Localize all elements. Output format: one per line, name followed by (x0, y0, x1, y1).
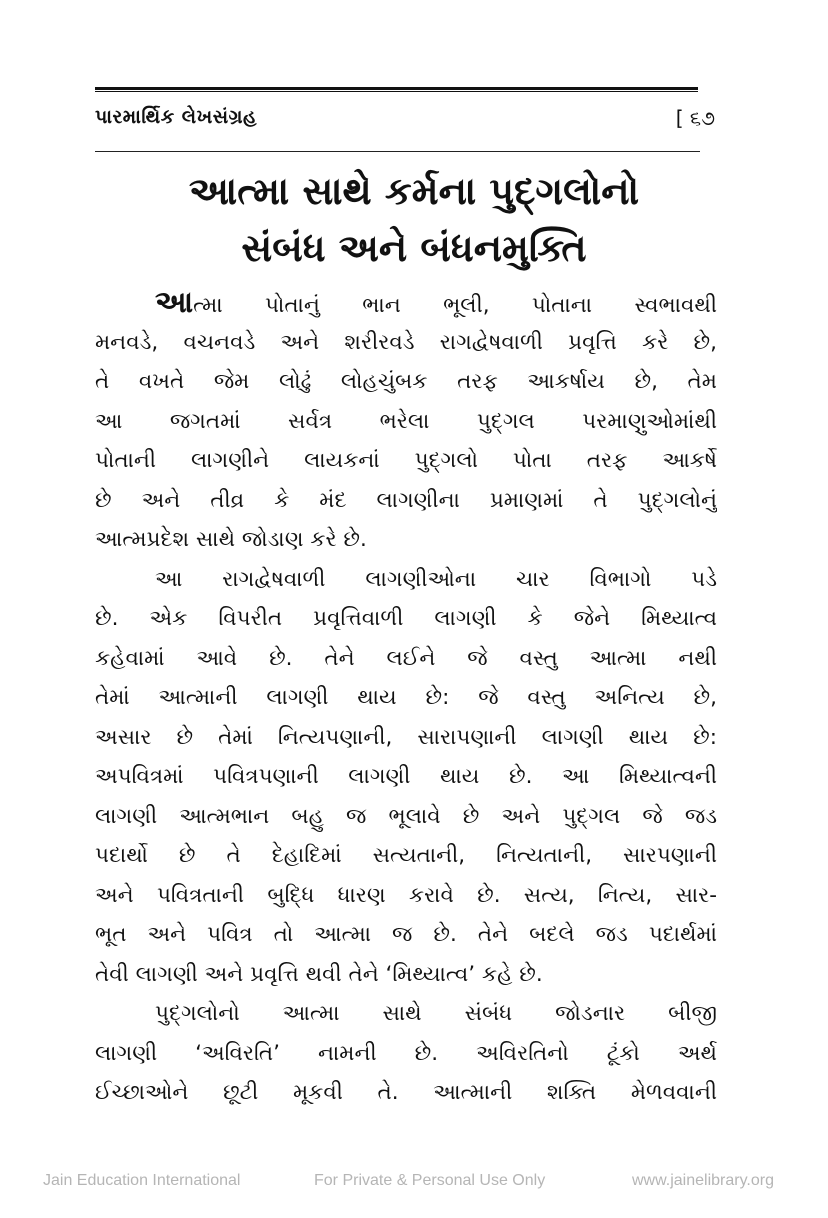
header-rule (95, 151, 700, 152)
text-line: આત્મા પોતાનું ભાન ભૂલી, પોતાના સ્વભાવથી (155, 285, 717, 320)
text-line: તેમાં આત્માની લાગણી થાય છે: જે વસ્તુ અનિત્ય છે, (95, 685, 717, 710)
footer-watermark (0, 1172, 828, 1196)
page-number: [ ૬૭ (675, 106, 715, 130)
text-line: આત્મપ્રદેશ સાથે જોડાણ કરે છે. (95, 527, 367, 552)
text-line: ભૂત અને પવિત્ર તો આત્મા જ છે. તેને બદલે જડ પદાર્થમાં (95, 922, 717, 947)
text-line: કહેવામાં આવે છે. તેને લઈને જે વસ્તુ આત્મા નથી (95, 645, 717, 671)
text-line: અસાર છે તેમાં નિત્યપણાની, સારાપણાની લાગણી થાય છે: (95, 724, 717, 750)
paragraph-2 (95, 560, 717, 995)
text-line: તે વખતે જેમ લોઢું લોહચુંબક તરફ આકર્ષાય છે, તેમ (95, 369, 717, 394)
text-line: પદાર્થો છે તે દેહાદિમાં સત્યતાની, નિત્યતાની, સારપણાની (95, 843, 717, 868)
running-head-book-title: પારમાર્થિક લેખસંગ્રહ (95, 106, 258, 128)
text-line: છે અને તીવ્ર કે મંદ લાગણીના પ્રમાણમાં તે પુદ્ગલોનું (95, 487, 717, 513)
text-line: આ જગતમાં સર્વત્ર ભરેલા પુદ્ગલ પરમાણુઓમાંથી (95, 408, 717, 434)
paragraph-3 (95, 994, 717, 1113)
footer-publisher: Jain Education International (43, 1172, 241, 1189)
text-line: ઈચ્છાઓને છૂટી મૂકવી તે. આત્માની શક્તિ મેળવવાની (95, 1080, 717, 1105)
text-line: આ રાગદ્વેષવાળી લાગણીઓના ચાર વિભાગો પડે (155, 566, 717, 592)
top-double-rule (95, 87, 698, 92)
article-body (95, 283, 717, 1113)
text-line: છે. એક વિપરીત પ્રવૃત્તિવાળી લાગણી કે જેને મિથ્યાત્વ (95, 606, 717, 631)
footer-website: www.jainelibrary.org (632, 1172, 774, 1189)
article-title-line-1: આત્મા સાથે કર્મના પુદ્ગલોનો (188, 169, 640, 213)
drop-initial: આ (155, 285, 194, 320)
text-line: અને પવિત્રતાની બુદ્ધિ ધારણ કરાવે છે. સત્ય, નિત્ય, સાર- (95, 882, 717, 908)
text-line: પોતાની લાગણીને લાયકનાં પુદ્ગલો પોતા તરફ આકર્ષે (95, 448, 717, 473)
text-line: મનવડે, વચનવડે અને શરીરવડે રાગદ્વેષવાળી પ્રવૃત્તિ કરે છે, (95, 329, 717, 355)
text-line: પુદ્ગલોનો આત્મા સાથે સંબંધ જોડનાર બીજી (155, 1001, 717, 1026)
text-line: તેવી લાગણી અને પ્રવૃત્તિ થવી તેને ‘મિથ્યાત્વ’ કહે છે. (95, 961, 543, 987)
footer-usage-note: For Private & Personal Use Only (314, 1172, 546, 1189)
text-line: અપવિત્રમાં પવિત્રપણાની લાગણી થાય છે. આ મિથ્યાત્વની (95, 764, 717, 789)
text-line: લાગણી આત્મભાન બહુ જ ભૂલાવે છે અને પુદ્ગલ જે જડ (95, 803, 717, 829)
text-line: લાગણી ‘અવિરતિ’ નામની છે. અવિરતિનો ટૂંકો અર્થ (95, 1040, 717, 1066)
running-head (95, 106, 715, 136)
article-title-line-2: સંબંધ અને બંધનમુક્તિ (241, 226, 587, 270)
paragraph-1 (95, 283, 717, 560)
